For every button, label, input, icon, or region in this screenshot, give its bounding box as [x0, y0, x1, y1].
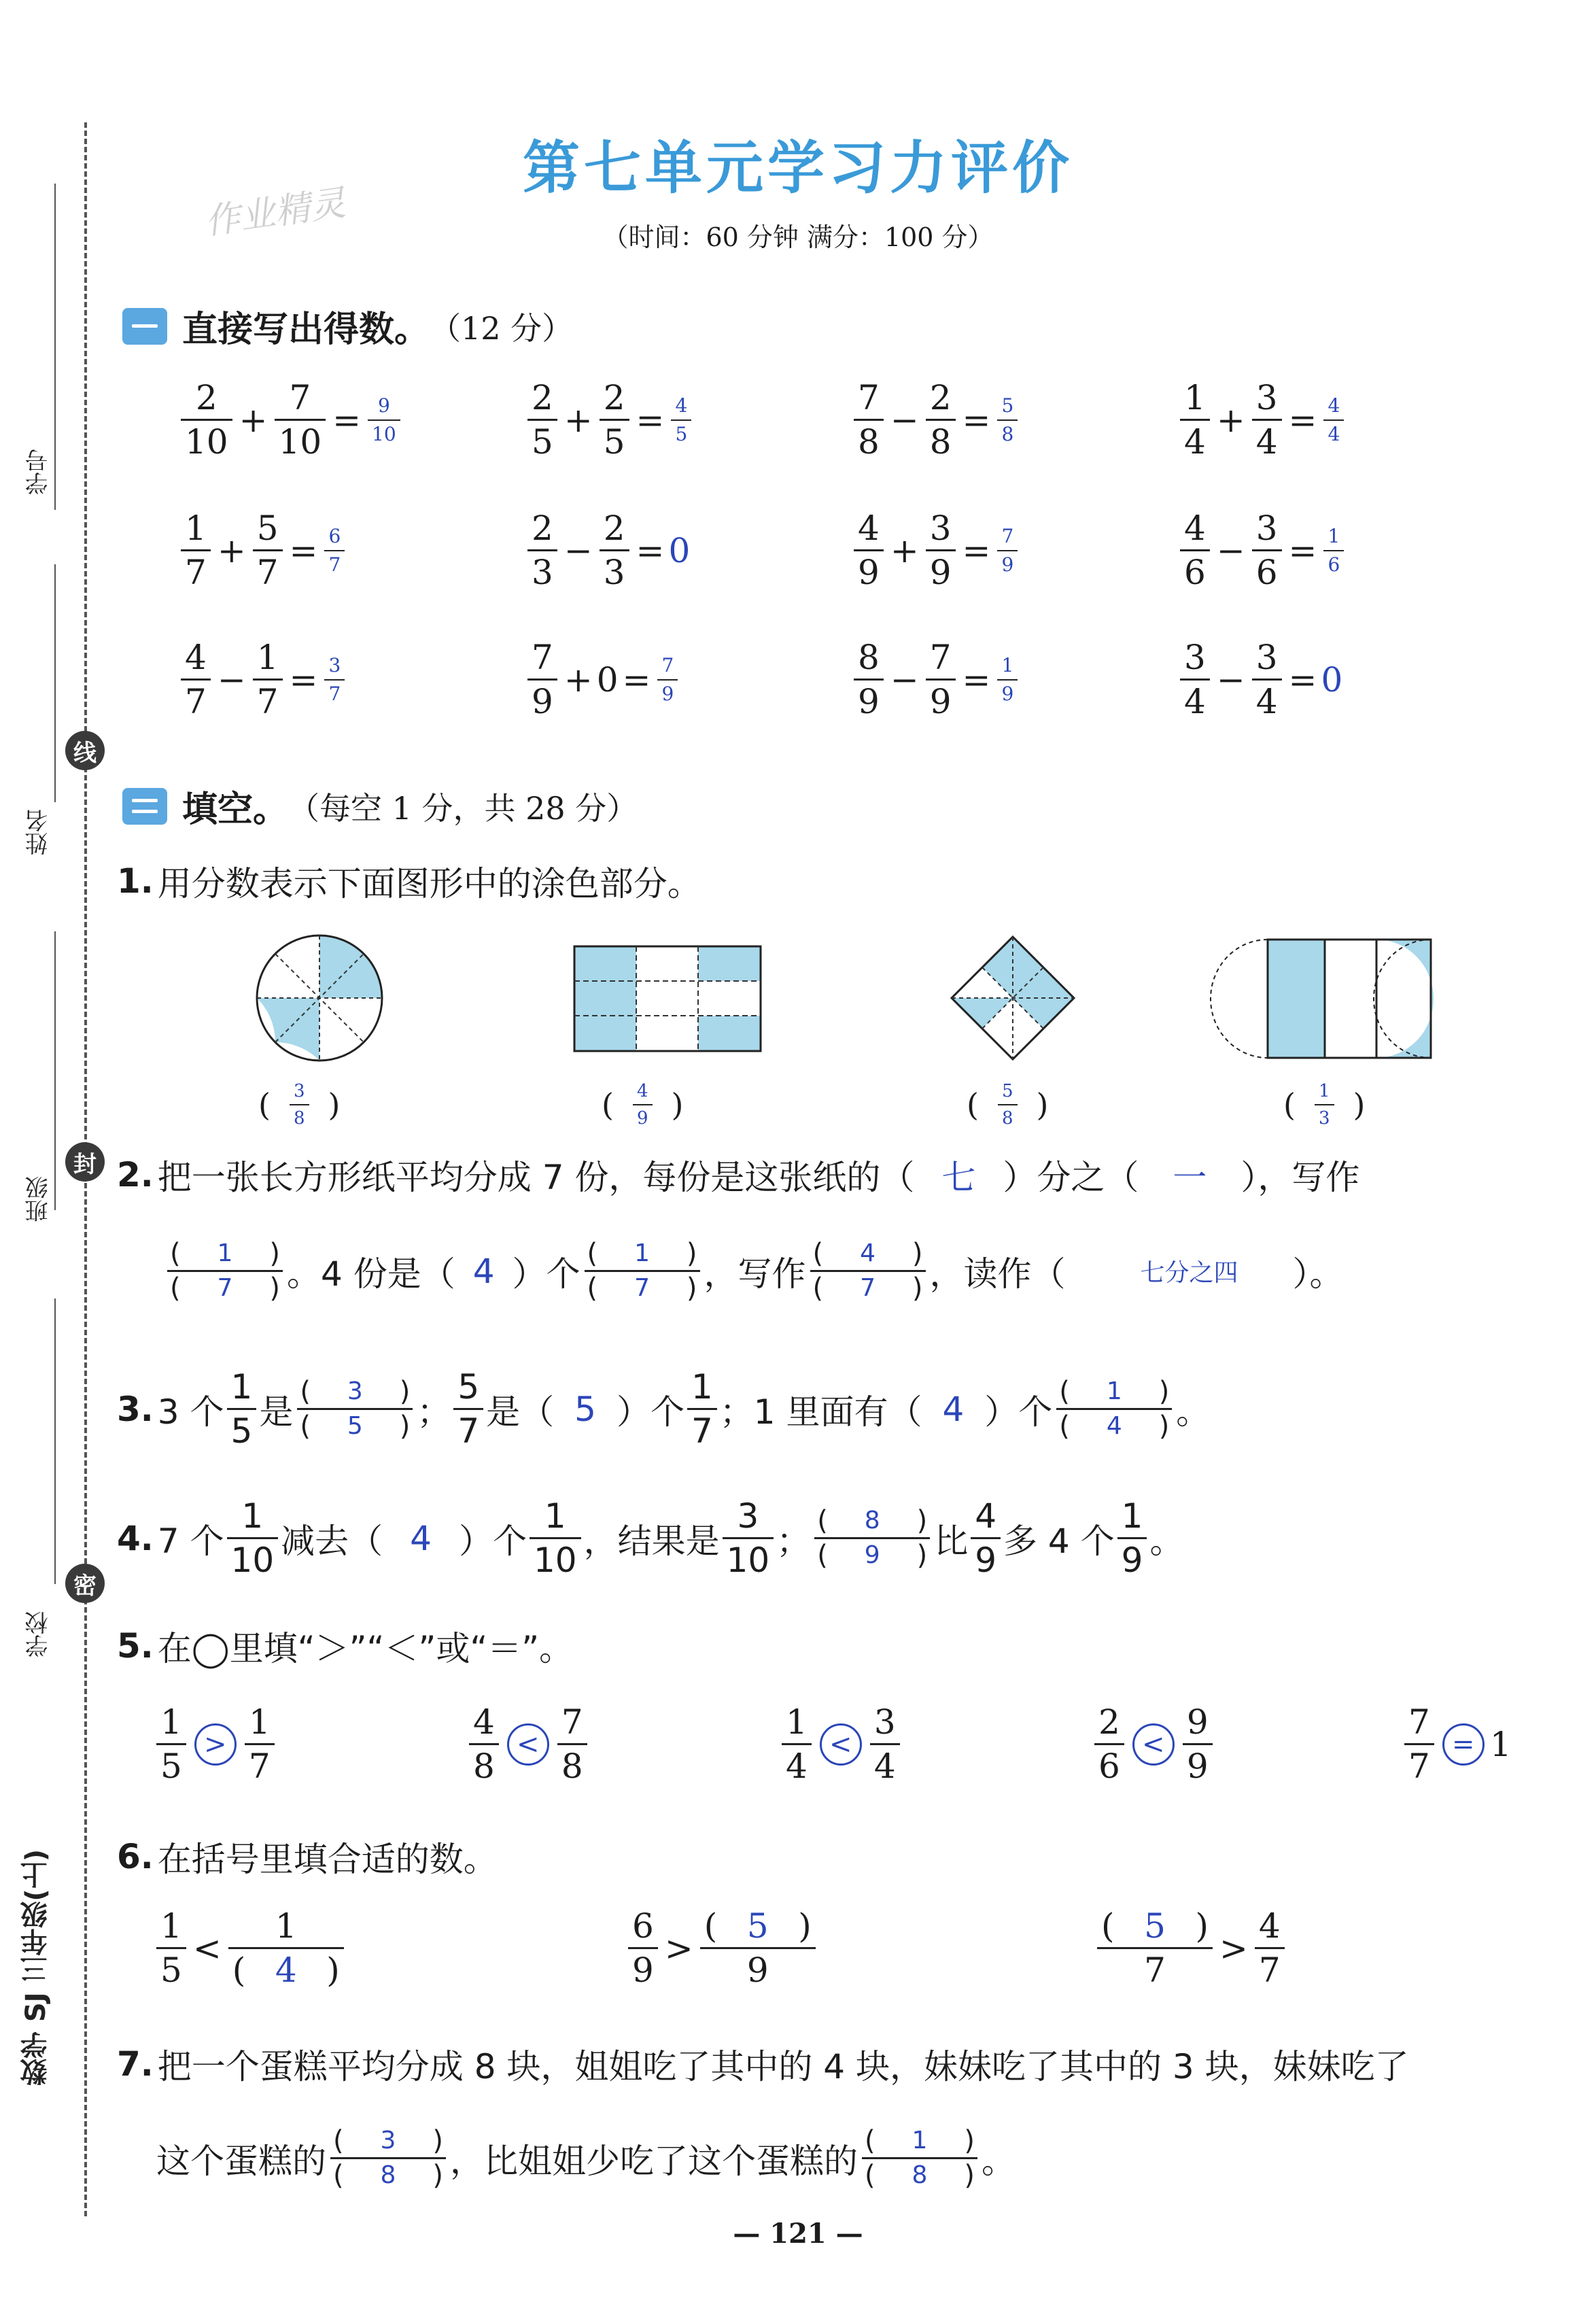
compare-circle: =	[1442, 1723, 1485, 1766]
answer: $\frac{9}{10}$	[368, 396, 400, 444]
mark-mi: 密	[65, 1564, 105, 1603]
paren: (	[1283, 1086, 1296, 1123]
side-label-school: 学校	[25, 1611, 52, 1657]
mark-feng: 封	[65, 1142, 105, 1182]
compare-circle: >	[194, 1723, 237, 1766]
operator: +	[217, 530, 246, 570]
text: ）个	[512, 1254, 580, 1294]
operator: −	[563, 530, 593, 570]
answer: 4 9	[633, 1082, 653, 1127]
answer-fraction: ( 3 ) ( 5 )	[297, 1375, 413, 1443]
paren: )	[328, 1086, 341, 1123]
blank-fraction: 1 ( 4 )	[228, 1909, 344, 1987]
blank-fraction: ( 5 ) 7	[1097, 1909, 1213, 1987]
fraction: 1 5	[156, 1705, 186, 1783]
fraction: 2 3	[527, 511, 557, 589]
q4	[117, 1496, 1184, 1580]
fraction: $\frac{7}{7}$	[1404, 1705, 1434, 1783]
sign: >	[1219, 1928, 1248, 1968]
text: 7 个	[157, 1521, 224, 1561]
text: 比	[934, 1521, 969, 1561]
fraction: 7 9	[527, 640, 557, 719]
figure-rectangle	[574, 946, 761, 1051]
q1-answer	[602, 1082, 683, 1127]
operator: −	[217, 659, 246, 700]
text: ，读作（	[929, 1254, 1066, 1294]
answer-fraction: ( 3 ) ( 8 )	[330, 2125, 446, 2192]
fraction: $\frac{2}{8}$	[926, 381, 956, 459]
text: 3 个	[157, 1392, 224, 1432]
equals: =	[962, 400, 991, 440]
answer: $\frac{4}{5}$	[671, 396, 691, 444]
text: 是	[259, 1392, 294, 1432]
paren: )	[671, 1086, 684, 1123]
answer: $\frac{1}{6}$	[1323, 527, 1344, 574]
q2-fraction-1: ( 1 ) ( 7 )	[167, 1237, 283, 1305]
fraction: 2 10	[181, 381, 232, 459]
fraction: 4 7	[1255, 1909, 1285, 1987]
paren: (	[602, 1086, 614, 1123]
answer: $\frac{3}{7}$	[324, 656, 345, 704]
operator: −	[1216, 530, 1245, 570]
fraction: $\frac{3}{9}$	[926, 511, 956, 589]
text: ）个	[458, 1521, 527, 1561]
sign: >	[664, 1928, 693, 1968]
fraction: 2 6	[1094, 1705, 1124, 1783]
text: 这个蛋糕的	[156, 2141, 326, 2181]
paren: (	[258, 1086, 271, 1123]
side-label-id: 学号	[25, 449, 52, 495]
operator: +	[1216, 400, 1245, 440]
fraction: 4 6	[1180, 511, 1210, 589]
equals: =	[332, 400, 362, 440]
operator: +	[563, 400, 593, 440]
text: ，结果是	[583, 1521, 720, 1561]
compare-item	[466, 1702, 590, 1786]
q6: 6. 在括号里填合适的数。	[117, 1837, 498, 1879]
text: ）个	[984, 1392, 1053, 1432]
q2-fraction-3: ( 4 ) ( 7 )	[810, 1237, 926, 1305]
text: 是（	[486, 1392, 555, 1432]
fraction: $\frac{7}{10}$	[275, 381, 326, 459]
answer: 3 8	[290, 1082, 309, 1127]
answer: 5	[574, 1389, 596, 1429]
compare-item	[154, 1702, 277, 1786]
text: ）。	[1292, 1254, 1344, 1294]
fraction: 1 7	[245, 1705, 275, 1783]
equals: =	[289, 659, 318, 700]
figure-circle	[257, 935, 382, 1061]
fraction: 4 8	[469, 1705, 499, 1783]
operator: −	[890, 400, 919, 440]
q7-line2	[156, 2125, 1016, 2192]
operator: +	[563, 659, 593, 700]
fraction: 7 8	[557, 1705, 587, 1783]
q2-line1: 2. 把一张长方形纸平均分成 7 份，每份是这张纸的（ 七 ）分之（ 一 ），写作	[117, 1155, 1360, 1197]
equals: =	[962, 530, 991, 570]
number: 0	[596, 659, 619, 700]
side-label-class: 班级	[25, 1176, 52, 1222]
answer: 1 3	[1315, 1082, 1334, 1127]
text: 。4 份是（	[287, 1254, 455, 1294]
watermark: 作业精灵	[202, 182, 348, 243]
fraction: 7 8	[854, 381, 884, 459]
q1-answer	[258, 1082, 340, 1127]
equals: =	[1288, 530, 1317, 570]
equals: =	[289, 530, 318, 570]
text: 减去（	[281, 1521, 383, 1561]
equals: =	[1288, 400, 1317, 440]
fraction: 4 9	[854, 511, 884, 589]
blank-fraction: ( 5 ) 9	[700, 1909, 816, 1987]
answer: 0	[668, 530, 691, 570]
figure-diamond	[952, 937, 1074, 1059]
q1-answer	[1283, 1082, 1365, 1127]
sign: <	[192, 1928, 222, 1968]
number: 1	[1489, 1724, 1512, 1764]
answer: $\frac{6}{7}$	[324, 527, 345, 574]
q2-line2	[163, 1237, 1344, 1305]
fraction: $\frac{3}{4}$	[1252, 640, 1282, 719]
label: 4.	[117, 1518, 154, 1558]
text: 多 4 个	[1003, 1521, 1115, 1561]
fraction: $\frac{5}{7}$	[253, 511, 283, 589]
answer-fraction: ( 8 ) ( 9 )	[814, 1505, 930, 1572]
fraction: 1 5	[227, 1370, 257, 1448]
answer: $\frac{4}{4}$	[1323, 396, 1344, 444]
compare-item	[1402, 1702, 1512, 1786]
text: ；1 里面有（	[719, 1392, 922, 1432]
operator: +	[890, 530, 919, 570]
answer: 0	[1321, 659, 1343, 700]
equals: =	[962, 659, 991, 700]
text: 。	[982, 2141, 1016, 2181]
operator: +	[239, 400, 268, 440]
text: 。	[1149, 1521, 1184, 1561]
answer-fraction: ( 1 ) ( 8 )	[862, 2125, 977, 2192]
fraction: $\frac{3}{6}$	[1252, 511, 1282, 589]
answer: $\frac{1}{9}$	[997, 656, 1018, 704]
equals: =	[636, 530, 665, 570]
fill-item	[1094, 1906, 1287, 1990]
section-1-title: 直接写出得数。 （12 分）	[122, 300, 573, 351]
fraction: 1 10	[227, 1499, 279, 1577]
fraction: 6 9	[628, 1909, 658, 1987]
fraction: 3 10	[723, 1499, 774, 1577]
answer: $\frac{7}{9}$	[657, 656, 678, 704]
fraction: 3 4	[1180, 640, 1210, 719]
paren: (	[967, 1086, 979, 1123]
fraction: 2 5	[527, 381, 557, 459]
fill-item	[625, 1906, 818, 1990]
fraction: $\frac{2}{5}$	[600, 381, 629, 459]
operator: −	[890, 659, 919, 700]
q3	[117, 1367, 1211, 1451]
answer: 5 8	[998, 1082, 1018, 1127]
compare-item	[1092, 1702, 1215, 1786]
answer: $\frac{7}{9}$	[997, 527, 1018, 574]
page-title: 第七单元学习力评价	[522, 135, 1073, 201]
fraction: $\frac{2}{3}$	[600, 511, 629, 589]
equals: =	[1288, 659, 1317, 700]
fraction: 5 7	[453, 1370, 483, 1448]
answer: 4	[472, 1251, 495, 1291]
text: ）个	[616, 1392, 684, 1432]
text: ，写作	[704, 1254, 806, 1294]
side-label-name: 姓名	[25, 809, 52, 855]
answer-fraction: ( 1 ) ( 4 )	[1056, 1375, 1172, 1443]
fraction: 8 9	[854, 640, 884, 719]
page-subtitle: （时间：60 分钟 满分：100 分）	[602, 222, 994, 252]
compare-item	[779, 1702, 903, 1786]
book-label: 数学 SJ 三年级(上)	[20, 1849, 52, 2086]
fill-item	[154, 1906, 347, 1990]
compare-circle: <	[820, 1723, 862, 1766]
fraction: 4 7	[181, 640, 211, 719]
page-number: — 121 —	[733, 2218, 863, 2250]
text: 。	[1176, 1392, 1211, 1432]
text: ，比姐姐少吃了这个蛋糕的	[450, 2141, 858, 2181]
equals: =	[622, 659, 651, 700]
equals: =	[636, 400, 665, 440]
fraction: 4 9	[971, 1499, 1001, 1577]
fraction: 1 7	[181, 511, 211, 589]
compare-circle: <	[507, 1723, 549, 1766]
paren: )	[1353, 1086, 1366, 1123]
compare-circle: <	[1132, 1723, 1175, 1766]
fraction: $\frac{3}{4}$	[1252, 381, 1282, 459]
q1: 1. 用分数表示下面图形中的涂色部分。	[117, 861, 701, 904]
label: 3.	[117, 1389, 154, 1429]
fraction: 1 5	[156, 1909, 186, 1987]
q5: 5. 在◯里填“＞”“＜”或“＝”。	[117, 1626, 574, 1668]
q7-line1: 7. 把一个蛋糕平均分成 8 块，姐姐吃了其中的 4 块，妹妹吃了其中的 3 块，妹妹吃了	[117, 2044, 1409, 2086]
mark-xian: 线	[65, 731, 105, 770]
answer: 七分之四	[1140, 1259, 1238, 1287]
text: ；	[776, 1521, 811, 1561]
fraction: 9 9	[1183, 1705, 1213, 1783]
section-2-title: 填空。 （每空 1 分，共 28 分）	[122, 780, 638, 831]
answer: 4	[942, 1389, 965, 1429]
fraction: 3 4	[870, 1705, 900, 1783]
fraction: 1 4	[1180, 381, 1210, 459]
fraction: 1 10	[530, 1499, 581, 1577]
fraction: 1 4	[782, 1705, 812, 1783]
fraction: $\frac{1}{7}$	[253, 640, 283, 719]
fraction: 1 7	[687, 1370, 717, 1448]
paren: )	[1036, 1086, 1049, 1123]
answer: 4	[410, 1518, 432, 1558]
answer: $\frac{5}{8}$	[997, 396, 1018, 444]
figure-semicircles	[1211, 940, 1434, 1058]
fraction: $\frac{7}{9}$	[926, 640, 956, 719]
fraction: 1 9	[1117, 1499, 1147, 1577]
q2-fraction-2: ( 1 ) ( 7 )	[585, 1237, 700, 1305]
q1-answer	[967, 1082, 1048, 1127]
operator: −	[1216, 659, 1245, 700]
text: ；	[417, 1392, 451, 1432]
